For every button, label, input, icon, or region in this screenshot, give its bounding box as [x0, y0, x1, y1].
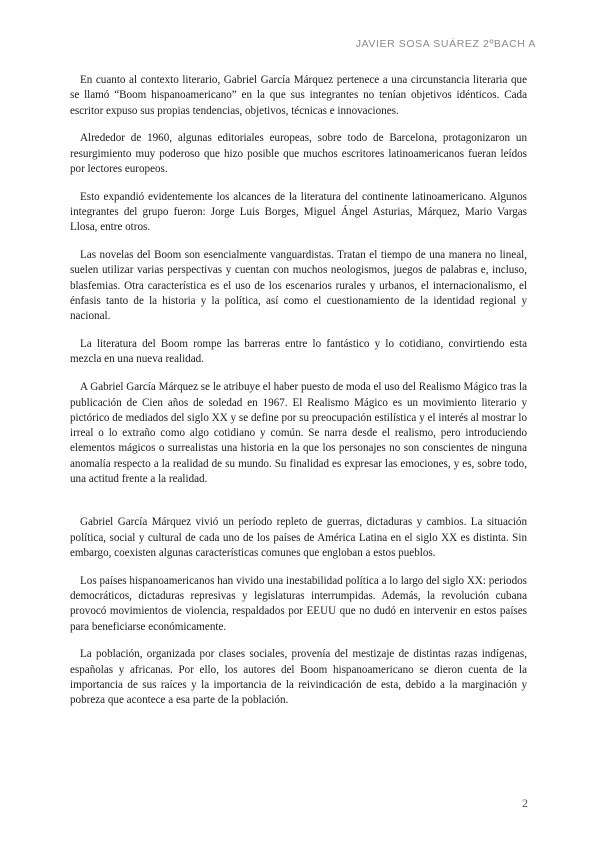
page-number: 2	[522, 796, 528, 810]
paragraph-magical-realism: A Gabriel García Márquez se le atribuye el haber puesto de moda el uso del Realismo Mágico tras la publicación de Cien años de soledad en 1967. El Realismo Mágico es un movimiento literario y pictórico de mediados del siglo XX y se define por su preocupación estilística y el interés al mostrar lo irreal o lo extraño como algo cotidiano y común. Se narra desde el realismo, pero introduciendo elementos mágicos o surrealistas una historia en la que los personajes no son conscientes de ninguna anomalía respecto a la realidad de su mundo. Su finalidad es expresar las emociones, y es, sobre todo, una actitud frente a la realidad.	[70, 381, 527, 486]
paragraph-boom-novels: Las novelas del Boom son esencialmente vanguardistas. Tratan el tiempo de una manera no lineal, suelen utilizar varias perspectivas y cuentan con muchos neologismos, juegos de palabras e, incluso, blasfemias. Otra característica es el uso de los escenarios rurales y urbanos, el internacionalismo, el énfasis tanto de la historia y la política, así como el cuestionamiento de la identidad regional y nacional.	[70, 249, 527, 323]
paragraph-historical-period: Gabriel García Márquez vivió un período repleto de guerras, dictaduras y cambios. La situación política, social y cultural de cada uno de los países de América Latina en el siglo XX es distinta. Sin embargo, coexisten algunas características comunes que engloban a estos pueblos.	[70, 516, 527, 559]
paragraph-literary-context: En cuanto al contexto literario, Gabriel García Márquez pertenece a una circunstancia literaria que se llamó “Boom hispanoamericano” en la que sus integrantes no tenían objetivos idénticos. Cada escritor expuso sus propias tendencias, objetivos, técnicas e innovaciones.	[70, 74, 527, 117]
paragraph-members: Esto expandió evidentemente los alcances de la literatura del continente latinoamericano. Algunos integrantes del grupo fueron: Jorge Luis Borges, Miguel Ángel Asturias, Márquez, Mario Vargas Llosa, entre otros.	[70, 190, 527, 234]
body-text	[70, 73, 527, 721]
page-header: JAVIER SOSA SUÁREZ 2ºBACH A	[355, 38, 536, 50]
paragraph-political-instability: Los países hispanoamericanos han vivido una inestabilidad política a lo largo del siglo XX: periodos democráticos, dictaduras represivas y legislaturas interrumpidas. Además, la revolución cubana provocó movimientos de violencia, respaldados por EEUU que no dudó en intervenir en estos países para beneficiarse económicamente.	[70, 574, 527, 633]
paragraph-population: La población, organizada por clases sociales, provenía del mestizaje de distintas razas indígenas, españolas y africanas. Por ello, los autores del Boom hispanoamericano se dieron cuenta de la importancia de sus raíces y la importancia de la reivindicación de esta, debido a la marginación y pobreza que acontece a esa parte de la población.	[70, 648, 527, 707]
paragraph-editorials: Alrededor de 1960, algunas editoriales europeas, sobre todo de Barcelona, protagonizaron un resurgimiento muy poderoso que hizo posible que muchos escritores latinoamericanos fueran leídos por lectores europeos.	[70, 132, 527, 175]
paragraph-fantastic-everyday: La literatura del Boom rompe las barreras entre lo fantástico y lo cotidiano, convirtiendo esta mezcla en una nueva realidad.	[70, 338, 527, 366]
